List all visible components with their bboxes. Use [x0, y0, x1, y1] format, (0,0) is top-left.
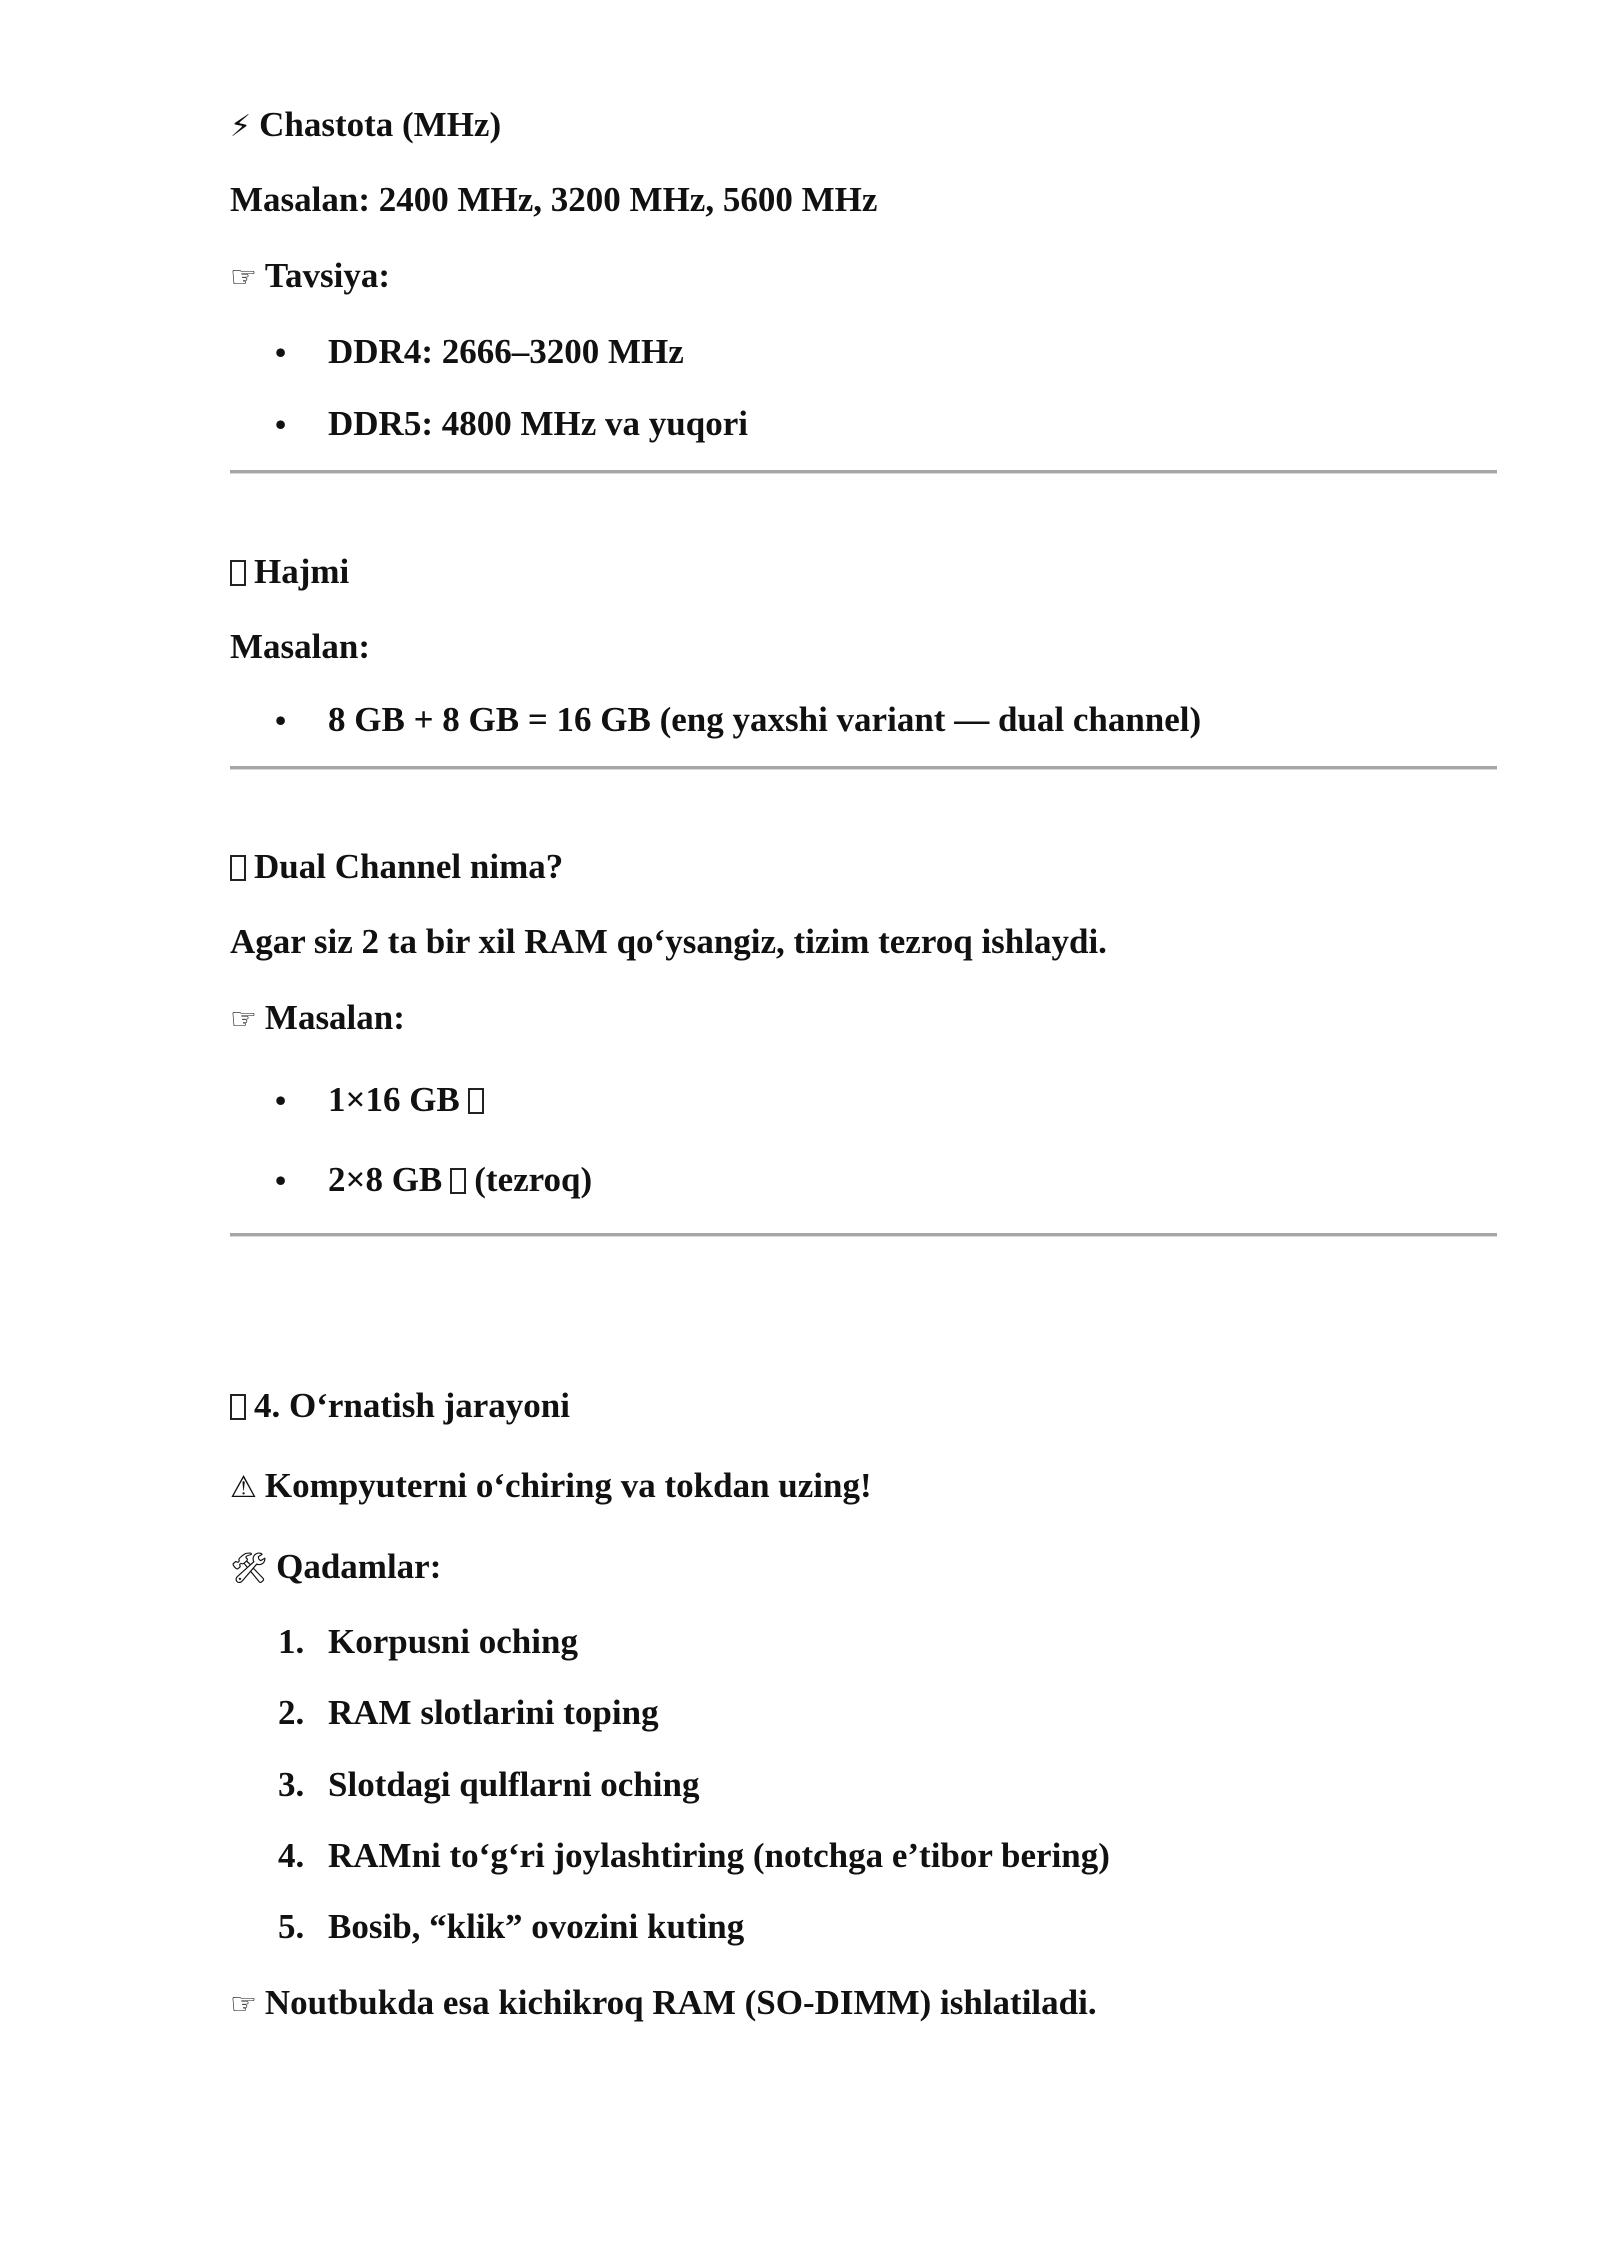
config-label: 2×8 GB [328, 1160, 443, 1199]
capacity-example: Masalan: [230, 627, 370, 666]
frequency-heading-text: Chastota (MHz) [259, 105, 502, 144]
bullet-icon: • [275, 702, 287, 738]
horizontal-rule [230, 470, 1497, 474]
capacity-heading-text: Hajmi [254, 552, 350, 591]
tools-icon: 🛠 [230, 1551, 269, 1586]
step-text: Korpusni oching [328, 1622, 578, 1661]
installation-heading [230, 1384, 570, 1428]
missing-glyph-icon [230, 1394, 246, 1420]
dual-channel-description: Agar siz 2 ta bir xil RAM qo‘ysangiz, tizim tezroq ishlaydi. [230, 922, 1107, 961]
frequency-tip-label: Tavsiya: [264, 256, 391, 295]
list-item-text: 8 GB + 8 GB = 16 GB (eng yaxshi variant — dual channel) [328, 700, 1202, 739]
missing-glyph-icon [230, 560, 246, 586]
frequency-tip [230, 254, 390, 300]
pointing-hand-icon: ☞ [230, 1987, 257, 2022]
capacity-heading [230, 550, 349, 594]
laptop-note-text: Noutbukda esa kichikroq RAM (SO-DIMM) ishlatiladi. [264, 1983, 1097, 2022]
list-item-text [328, 1078, 492, 1122]
horizontal-rule [230, 1233, 1497, 1237]
laptop-note [230, 1981, 1097, 2027]
bullet-icon: • [275, 334, 287, 370]
step-number: 2. [278, 1693, 305, 1732]
installation-warning-text: Kompyuterni o‘chiring va tokdan uzing! [264, 1466, 872, 1505]
pointing-hand-icon: ☞ [230, 1002, 257, 1037]
step-text: Slotdagi qulflarni oching [328, 1765, 700, 1804]
list-item-text [328, 1158, 592, 1202]
horizontal-rule [230, 766, 1497, 770]
missing-glyph-icon [468, 1088, 484, 1114]
warning-icon: ⚠ [230, 1470, 257, 1505]
installation-warning [230, 1464, 872, 1510]
pointing-hand-icon: ☞ [230, 260, 257, 295]
frequency-example: Masalan: 2400 MHz, 3200 MHz, 5600 MHz [230, 180, 878, 219]
bullet-icon: • [275, 406, 287, 442]
config-note: (tezroq) [474, 1160, 593, 1199]
missing-glyph-icon [230, 855, 246, 881]
dual-channel-tip [230, 996, 405, 1042]
step-number: 5. [278, 1907, 305, 1946]
dual-channel-heading [230, 845, 563, 889]
step-number: 4. [278, 1836, 305, 1875]
frequency-heading [230, 103, 501, 149]
installation-steps-label [230, 1545, 441, 1591]
list-item-text: DDR5: 4800 MHz va yuqori [328, 404, 748, 443]
steps-label-text: Qadamlar: [276, 1547, 442, 1586]
dual-channel-heading-text: Dual Channel nima? [254, 847, 564, 886]
dual-channel-tip-label: Masalan: [264, 998, 405, 1037]
missing-glyph-icon [450, 1168, 466, 1194]
bullet-icon: • [275, 1162, 287, 1198]
list-item-text: DDR4: 2666–3200 MHz [328, 332, 684, 371]
bullet-icon: • [275, 1082, 287, 1118]
step-number: 1. [278, 1622, 305, 1661]
step-number: 3. [278, 1765, 305, 1804]
step-text: Bosib, “klik” ovozini kuting [328, 1907, 745, 1946]
step-text: RAMni to‘g‘ri joylashtiring (notchga e’tibor bering) [328, 1836, 1110, 1875]
installation-heading-text: 4. O‘rnatish jarayoni [254, 1386, 570, 1425]
lightning-icon: ⚡ [230, 109, 252, 144]
step-text: RAM slotlarini toping [328, 1693, 659, 1732]
config-label: 1×16 GB [328, 1080, 460, 1119]
